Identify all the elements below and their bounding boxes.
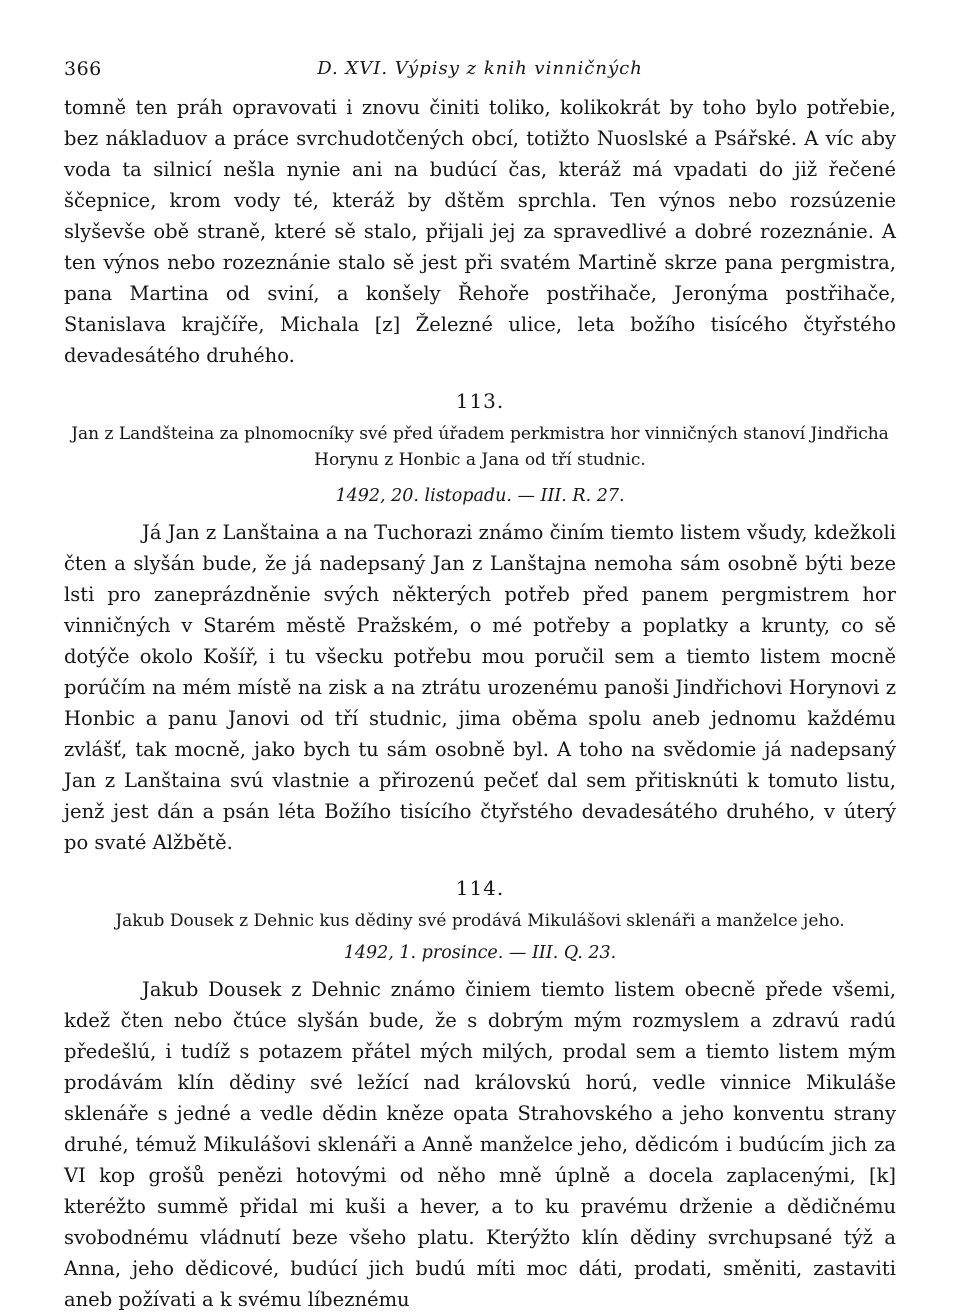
document-number: 113. [455, 389, 505, 413]
section-114 [64, 876, 896, 1315]
document-dateline: 1492, 20. listopadu. — III. R. 27. [335, 486, 625, 506]
document-body: Já Jan z Lanštaina a na Tuchorazi známo činím tiemto listem všudy, kdežkoli čten a slyšán bude, že já nadepsaný Jan z Lanštajna nemoha sám osobně býti beze lsti pro zaneprázdněnie svých některých potřeb před panem pergmistrem hor vinničných v Starém městě Pražském, o mé potřeby a poplatky a krunty, co sě dotýče okolo Košíř, i tu všecku potřebu mou poručil sem a tiemto listem mocně porúčím na mém místě na zisk a na ztrátu urozenému panoši Jindřichovi Horynovi z Honbic a panu Janovi od tří studnic, jima oběma spolu aneb jednomu každému zvlášť, tak mocně, jako bych tu sám osobně byl. A toho na svědomie já nadepsaný Jan z Lanštaina svú vlastnie a přirozenú pečeť dal sem přitisknúti k tomuto listu, jenž jest dán a psán léta Božího tisícího čtyřstého devadesátého druhého, v úterý po svaté Alžbětě. [64, 521, 896, 854]
intro-paragraph: tomně ten práh opravovati i znovu činiti toliko, kolikokrát by toho bylo potřebie, bez nákladuov a práce svrchudotčených obcí, totižto Nuoslské a Psářské. A víc aby voda ta silnicí nešla nynie ani na budúcí čas, kteráž má vpadati do již řečené ščepnice, krom vody té, kteráž by dštěm sprchla. Ten výnos nebo rozsúzenie slyševše obě straně, které sě stalo, přijali jej za spravedlivé a dobré rozeznánie. A ten výnos nebo rozeznánie stalo sě jest při svatém Martině skrze pana pergmistra, pana Martina od sviní, a konšely Řehoře postřihače, Jeronýma postřihače, Stanislava krajčíře, Michala [z] Železné ulice, leta božího tisícého čtyřstého devadesátého druhého. [64, 96, 896, 367]
document-summary: Jan z Landšteina za plnomocníky své před úřadem perkmistra hor vinničných stanoví Jindřicha Horynu z Honbic a Jana od tří studnic. [71, 424, 889, 470]
running-title: D. XVI. Výpisy z knih vinničných [317, 58, 643, 79]
running-head [64, 58, 896, 92]
document-summary: Jakub Dousek z Dehnic kus dědiny své prodává Mikulášovi sklenáři a manželce jeho. [115, 911, 845, 931]
page-number: 366 [64, 58, 102, 80]
document-body: Jakub Dousek z Dehnic známo činiem tiemto listem obecně přede všemi, kdež čten nebo čtúce slyšán bude, že s dobrým mým rozmyslem a zdravú radú předešlú, i tudíž s potazem přátel mých milých, prodal sem a tiemto listem mým prodávám klín dědiny své ležící nad královskú horú, vedle vinnice Mikuláše sklenáře s jedné a vedle dědin kněze opata Strahovského a jeho konventu strany druhé, témuž Mikulášovi sklenáři a Anně manželce jeho, dědicóm i budúcím jich za VI kop grošů penězi hotovými od něho mně úplně a docela zaplacenými, [k] kteréžto summě přidal mi kuši a hever, a to ku pravému drženie a dědičnému svobodnému vládnutí beze všeho platu. Kterýžto klín dědiny svrchupsané týž a Anna, jeho dědicové, budúcí jich budú míti moc dáti, prodati, směniti, zastaviti aneb požívati a k svému líbeznému [64, 978, 896, 1311]
section-113 [64, 389, 896, 858]
document-dateline: 1492, 1. prosince. — III. Q. 23. [343, 943, 617, 963]
document-number: 114. [455, 876, 505, 900]
